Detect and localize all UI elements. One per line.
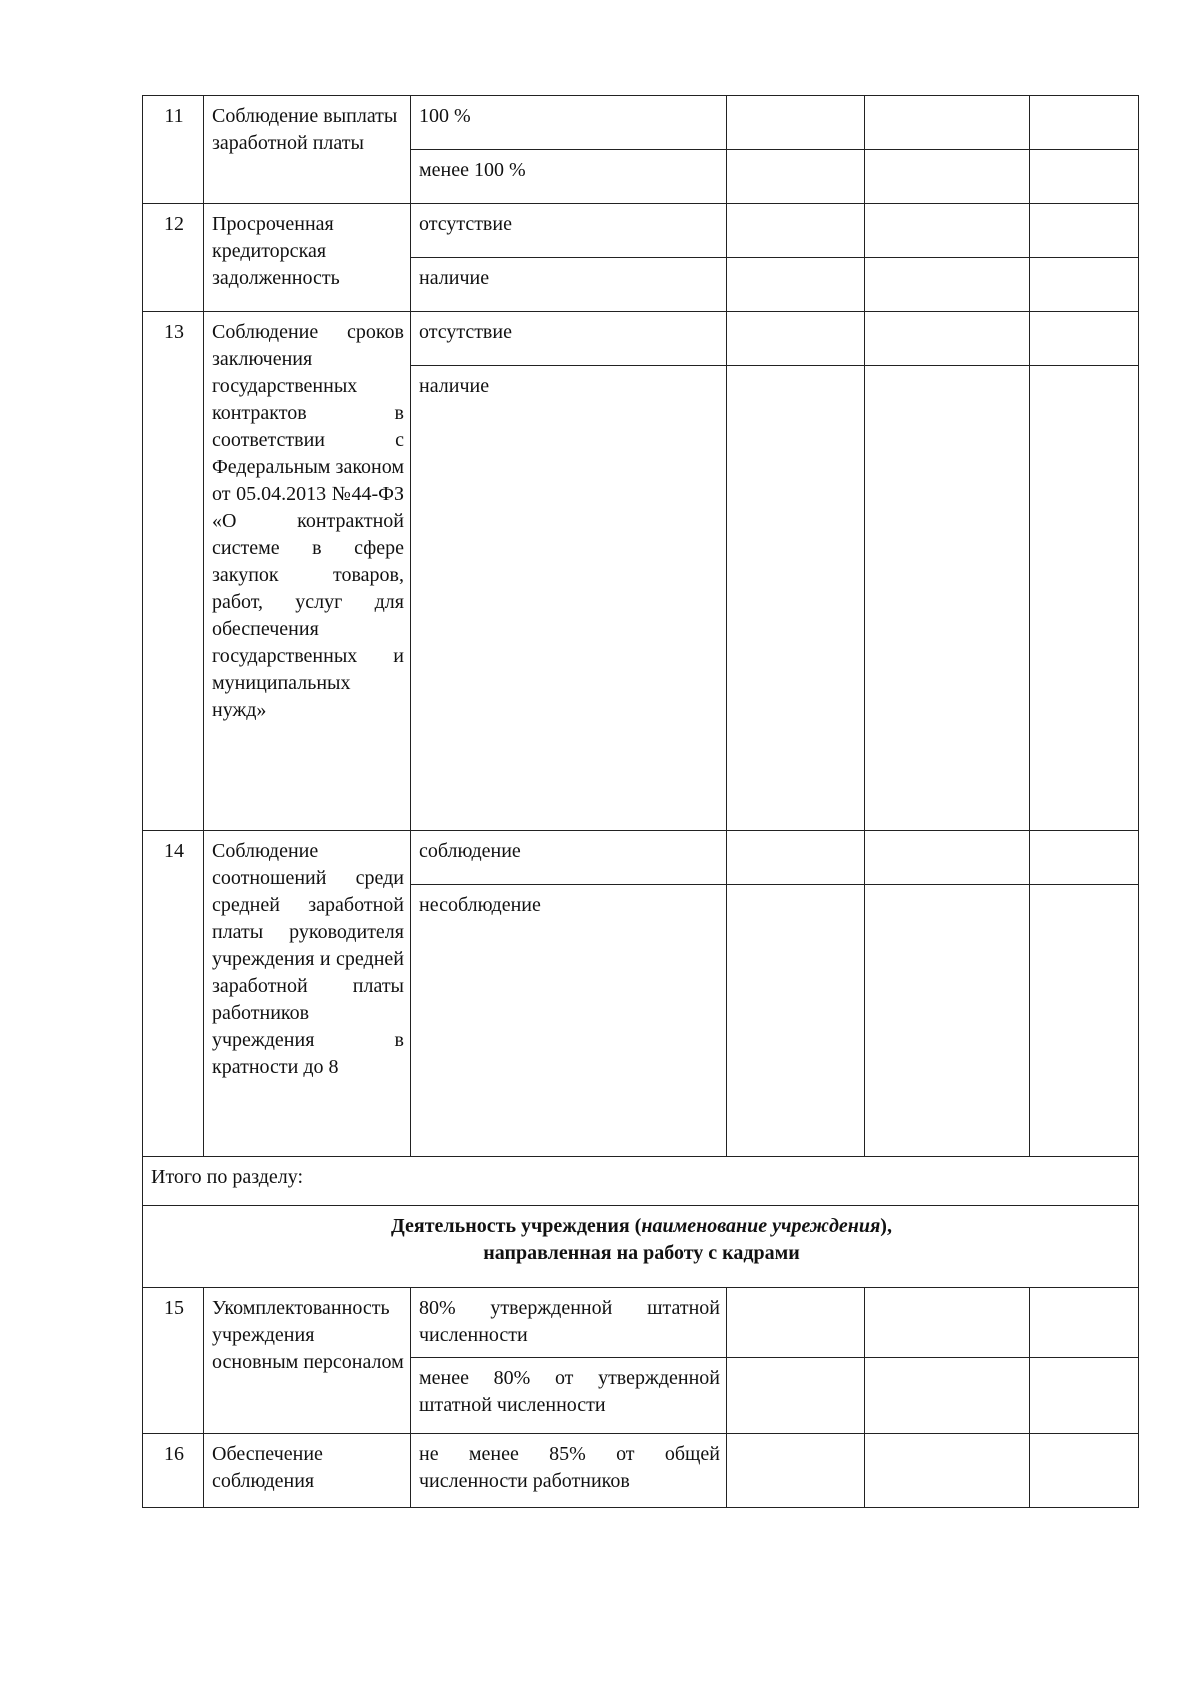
value-cell xyxy=(727,1358,865,1434)
indicator-description: Соблюдение сроков заключения государственных контрактов в соответствии с Федеральным законом от 05.04.2013 №44-ФЗ «О контрактной системе в сфере закупок товаров, работ, услуг для обеспечения государственных и муниципальных нужд» xyxy=(204,312,411,831)
row-number: 13 xyxy=(143,312,204,831)
value-cell xyxy=(865,885,1030,1157)
value-cell xyxy=(865,204,1030,258)
table-row xyxy=(143,831,1139,885)
section-heading-row xyxy=(143,1206,1139,1288)
value-cell xyxy=(727,1434,865,1508)
section-title-italic: наименование учреждения xyxy=(641,1215,881,1237)
value-cell xyxy=(1030,1434,1139,1508)
value-cell xyxy=(1030,1288,1139,1358)
value-cell xyxy=(1030,366,1139,831)
value-cell xyxy=(727,150,865,204)
section-title-start: Деятельность учреждения ( xyxy=(391,1215,642,1237)
value-cell xyxy=(865,1358,1030,1434)
value-cell xyxy=(727,1288,865,1358)
criterion-cell: менее 100 % xyxy=(411,150,727,204)
value-cell xyxy=(865,312,1030,366)
value-cell xyxy=(865,258,1030,312)
criterion-cell: отсутствие xyxy=(411,312,727,366)
criterion-cell: менее 80% от утвержденной штатной численности xyxy=(411,1358,727,1434)
row-number: 11 xyxy=(143,96,204,204)
criterion-cell: соблюдение xyxy=(411,831,727,885)
value-cell xyxy=(727,312,865,366)
section-title-end: ), xyxy=(880,1215,892,1237)
row-number: 12 xyxy=(143,204,204,312)
value-cell xyxy=(865,1434,1030,1508)
section-heading xyxy=(143,1206,1139,1288)
value-cell xyxy=(1030,312,1139,366)
indicator-description: Укомплектованность учреждения основным персоналом xyxy=(204,1288,411,1434)
value-cell xyxy=(1030,150,1139,204)
value-cell xyxy=(865,150,1030,204)
criteria-table xyxy=(142,95,1139,1508)
section-title-line2: направленная на работу с кадрами xyxy=(483,1242,800,1264)
value-cell xyxy=(1030,831,1139,885)
value-cell xyxy=(865,366,1030,831)
value-cell xyxy=(1030,885,1139,1157)
value-cell xyxy=(727,258,865,312)
table-row xyxy=(143,96,1139,150)
criterion-cell: 80% утвержденной штатной численности xyxy=(411,1288,727,1358)
value-cell xyxy=(727,885,865,1157)
row-number: 16 xyxy=(143,1434,204,1508)
criterion-cell: наличие xyxy=(411,258,727,312)
indicator-description: Соблюдение соотношений среди средней заработной платы руководителя учреждения и средней заработной платы работников учреждения в кратности до 8 xyxy=(204,831,411,1157)
table-row xyxy=(143,1288,1139,1358)
indicator-description: Обеспечение соблюдения xyxy=(204,1434,411,1508)
row-number: 15 xyxy=(143,1288,204,1434)
section-total-label: Итого по разделу: xyxy=(143,1157,1139,1206)
row-number: 14 xyxy=(143,831,204,1157)
value-cell xyxy=(1030,204,1139,258)
table-row xyxy=(143,204,1139,258)
table-row xyxy=(143,312,1139,366)
indicator-description: Просроченная кредиторская задолженность xyxy=(204,204,411,312)
value-cell xyxy=(727,96,865,150)
criterion-cell: не менее 85% от общей численности работников xyxy=(411,1434,727,1508)
value-cell xyxy=(865,831,1030,885)
criterion-cell: несоблюдение xyxy=(411,885,727,1157)
value-cell xyxy=(727,366,865,831)
value-cell xyxy=(865,1288,1030,1358)
value-cell xyxy=(727,204,865,258)
value-cell xyxy=(1030,258,1139,312)
value-cell xyxy=(727,831,865,885)
criterion-cell: наличие xyxy=(411,366,727,831)
criterion-cell: 100 % xyxy=(411,96,727,150)
indicator-description: Соблюдение выплаты заработной платы xyxy=(204,96,411,204)
total-row xyxy=(143,1157,1139,1206)
table-row xyxy=(143,1434,1139,1508)
value-cell xyxy=(1030,96,1139,150)
value-cell xyxy=(865,96,1030,150)
criterion-cell: отсутствие xyxy=(411,204,727,258)
value-cell xyxy=(1030,1358,1139,1434)
